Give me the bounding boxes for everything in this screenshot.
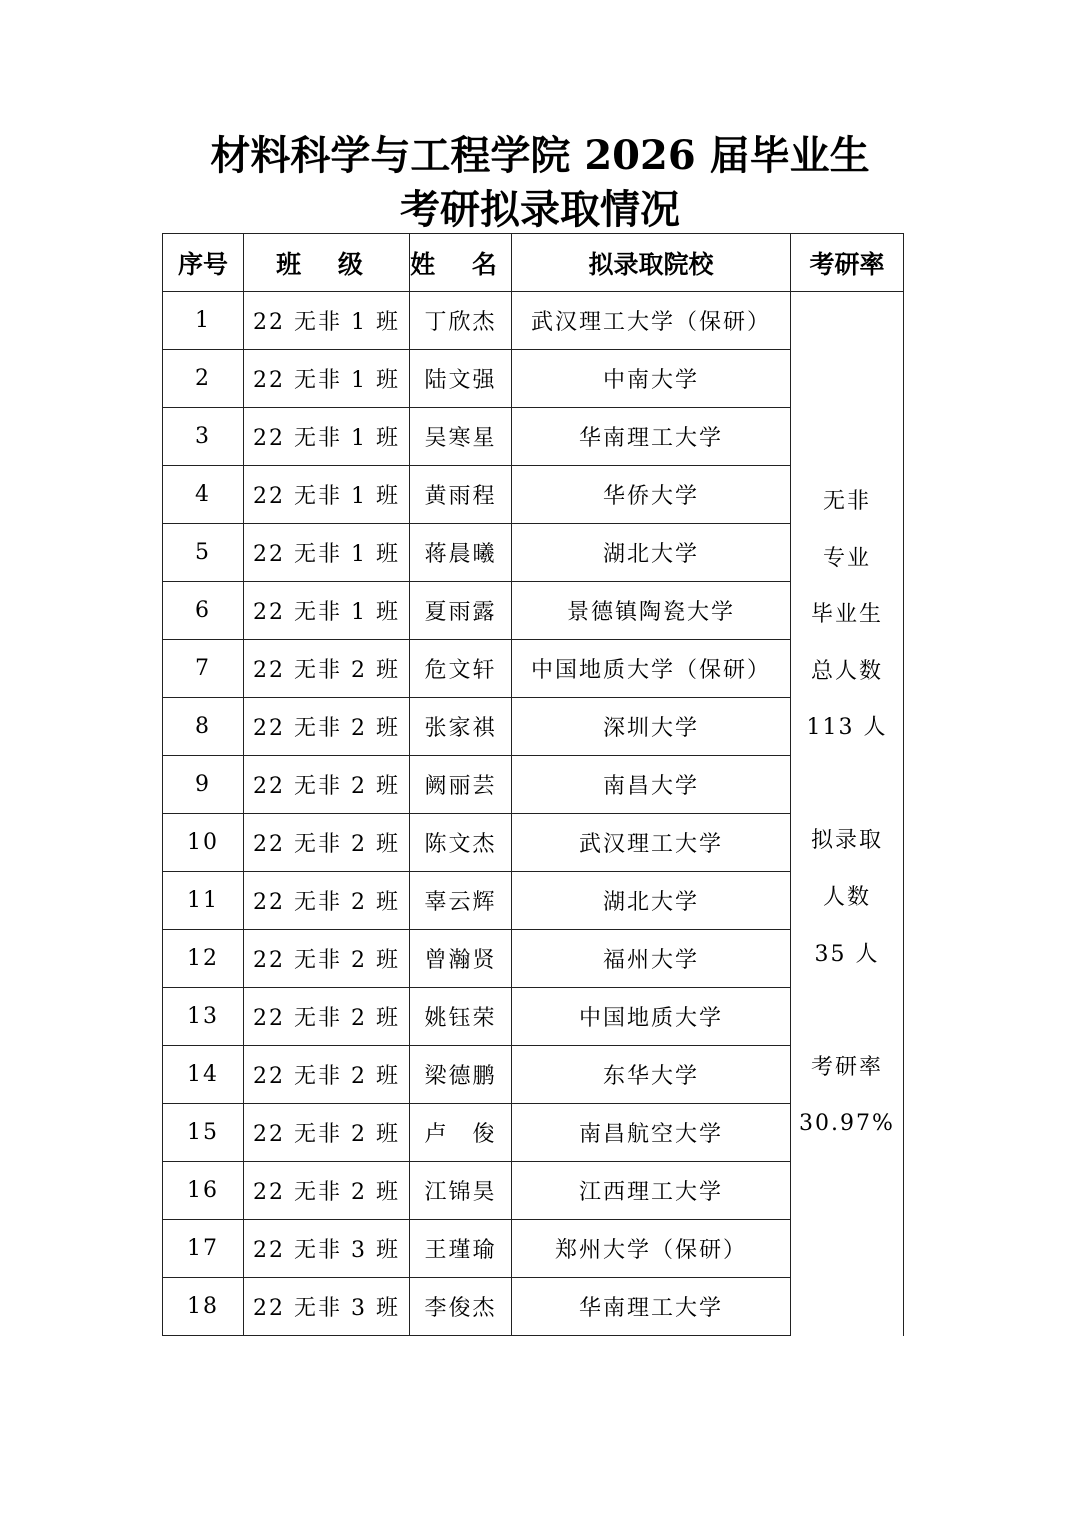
header-rate: 考研率 bbox=[791, 234, 904, 292]
cell-school: 福州大学 bbox=[512, 930, 791, 988]
summary-line-9: 考研率 bbox=[810, 1054, 883, 1080]
cell-name: 吴寒星 bbox=[410, 408, 512, 466]
cell-name: 陆文强 bbox=[410, 350, 512, 408]
summary-line-5: 113 人 bbox=[806, 715, 888, 741]
cell-name: 黄雨程 bbox=[410, 466, 512, 524]
cell-index: 8 bbox=[163, 698, 244, 756]
cell-name: 危文轩 bbox=[410, 640, 512, 698]
document-title-line-1: 材料科学与工程学院 2026 届毕业生 bbox=[210, 132, 870, 179]
cell-name: 张家祺 bbox=[410, 698, 512, 756]
document-title-line-2: 考研拟录取情况 bbox=[400, 186, 680, 233]
cell-index: 17 bbox=[163, 1220, 244, 1278]
summary-line-4: 总人数 bbox=[810, 658, 883, 684]
cell-index: 14 bbox=[163, 1046, 244, 1104]
cell-school: 华侨大学 bbox=[512, 466, 791, 524]
cell-index: 11 bbox=[163, 872, 244, 930]
cell-class: 22 无非 1 班 bbox=[244, 466, 410, 524]
table-header-row bbox=[163, 234, 904, 292]
cell-class: 22 无非 2 班 bbox=[244, 1162, 410, 1220]
cell-index: 10 bbox=[163, 814, 244, 872]
cell-name: 姚钰荣 bbox=[410, 988, 512, 1046]
cell-school: 湖北大学 bbox=[512, 524, 791, 582]
cell-index: 13 bbox=[163, 988, 244, 1046]
summary-line-1: 无非 bbox=[822, 489, 871, 514]
summary-line-3: 毕业生 bbox=[810, 602, 883, 628]
cell-class: 22 无非 2 班 bbox=[244, 988, 410, 1046]
cell-class: 22 无非 2 班 bbox=[244, 698, 410, 756]
header-name: 姓 名 bbox=[410, 234, 512, 292]
admission-table bbox=[162, 233, 904, 1336]
summary-line-2: 专业 bbox=[822, 545, 871, 571]
cell-index: 4 bbox=[163, 466, 244, 524]
cell-class: 22 无非 1 班 bbox=[244, 582, 410, 640]
cell-index: 15 bbox=[163, 1104, 244, 1162]
cell-school: 郑州大学（保研） bbox=[512, 1220, 791, 1278]
cell-school: 华南理工大学 bbox=[512, 408, 791, 466]
cell-class: 22 无非 1 班 bbox=[244, 350, 410, 408]
header-index: 序号 bbox=[163, 234, 244, 292]
cell-school: 武汉理工大学（保研） bbox=[512, 292, 791, 350]
cell-index: 16 bbox=[163, 1162, 244, 1220]
cell-school: 华南理工大学 bbox=[512, 1278, 791, 1336]
cell-class: 22 无非 2 班 bbox=[244, 1046, 410, 1104]
cell-class: 22 无非 2 班 bbox=[244, 640, 410, 698]
header-school: 拟录取院校 bbox=[512, 234, 791, 292]
cell-name: 辜云辉 bbox=[410, 872, 512, 930]
cell-class: 22 无非 1 班 bbox=[244, 292, 410, 350]
cell-name: 蒋晨曦 bbox=[410, 524, 512, 582]
summary-line-7: 人数 bbox=[822, 884, 871, 910]
cell-name: 阙丽芸 bbox=[410, 756, 512, 814]
cell-name: 梁德鹏 bbox=[410, 1046, 512, 1104]
cell-index: 18 bbox=[163, 1278, 244, 1336]
summary-line-8: 35 人 bbox=[814, 941, 880, 967]
cell-class: 22 无非 3 班 bbox=[244, 1220, 410, 1278]
cell-school: 中国地质大学（保研） bbox=[512, 640, 791, 698]
cell-class: 22 无非 2 班 bbox=[244, 930, 410, 988]
summary-line-10: 30.97% bbox=[799, 1111, 895, 1137]
cell-school: 景德镇陶瓷大学 bbox=[512, 582, 791, 640]
cell-index: 9 bbox=[163, 756, 244, 814]
cell-school: 中国地质大学 bbox=[512, 988, 791, 1046]
cell-class: 22 无非 3 班 bbox=[244, 1278, 410, 1336]
cell-school: 武汉理工大学 bbox=[512, 814, 791, 872]
cell-index: 1 bbox=[163, 292, 244, 350]
cell-name: 夏雨露 bbox=[410, 582, 512, 640]
cell-class: 22 无非 2 班 bbox=[244, 814, 410, 872]
cell-name: 王瑾瑜 bbox=[410, 1220, 512, 1278]
cell-index: 12 bbox=[163, 930, 244, 988]
cell-school: 中南大学 bbox=[512, 350, 791, 408]
cell-index: 7 bbox=[163, 640, 244, 698]
summary-line-6: 拟录取 bbox=[810, 828, 883, 854]
cell-index: 5 bbox=[163, 524, 244, 582]
cell-school: 深圳大学 bbox=[512, 698, 791, 756]
cell-index: 6 bbox=[163, 582, 244, 640]
cell-class: 22 无非 1 班 bbox=[244, 524, 410, 582]
cell-index: 3 bbox=[163, 408, 244, 466]
cell-class: 22 无非 1 班 bbox=[244, 408, 410, 466]
cell-index: 2 bbox=[163, 350, 244, 408]
header-class: 班 级 bbox=[244, 234, 410, 292]
cell-class: 22 无非 2 班 bbox=[244, 1104, 410, 1162]
cell-name: 陈文杰 bbox=[410, 814, 512, 872]
cell-school: 江西理工大学 bbox=[512, 1162, 791, 1220]
cell-school: 南昌航空大学 bbox=[512, 1104, 791, 1162]
cell-name: 江锦昊 bbox=[410, 1162, 512, 1220]
cell-name: 李俊杰 bbox=[410, 1278, 512, 1336]
cell-name: 丁欣杰 bbox=[410, 292, 512, 350]
exam-rate-summary-cell bbox=[791, 292, 904, 1336]
cell-school: 东华大学 bbox=[512, 1046, 791, 1104]
cell-name: 卢 俊 bbox=[410, 1104, 512, 1162]
cell-school: 湖北大学 bbox=[512, 872, 791, 930]
table-row bbox=[163, 292, 904, 350]
cell-name: 曾瀚贤 bbox=[410, 930, 512, 988]
cell-school: 南昌大学 bbox=[512, 756, 791, 814]
cell-class: 22 无非 2 班 bbox=[244, 872, 410, 930]
cell-class: 22 无非 2 班 bbox=[244, 756, 410, 814]
